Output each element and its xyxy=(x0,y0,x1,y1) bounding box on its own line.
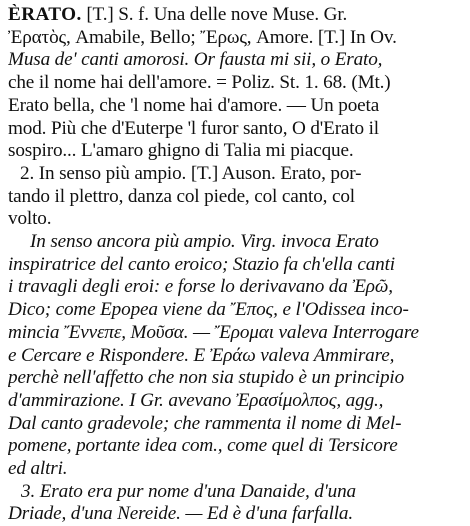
text-line: Driade, d'una Nereide. — Ed è d'una farfalla. xyxy=(8,503,354,525)
text-line: Dal canto gradevole; che rammenta il nome di Mel- xyxy=(8,412,402,434)
text-line: Dico; come Epopea viene da Ἔπος, e l'Odissea inco- xyxy=(8,299,409,321)
text-line: mincia Ἔννεπε, Μοῦσα. — Ἔρομαι valeva Interrogare xyxy=(8,321,419,343)
text-line: Erato bella, che 'l nome hai d'amore. — Un poeta xyxy=(8,94,380,116)
text-line: d'ammirazione. I Gr. avevano Ἐρασίμολπος, agg., xyxy=(8,389,384,411)
text-line: In senso ancora più ampio. Virg. invoca Erato xyxy=(30,231,379,253)
text-line: e Cercare e Rispondere. E Ἐράω valeva Ammirare, xyxy=(8,344,395,366)
entry-sense-2 xyxy=(8,163,462,231)
text-line: sospiro... L'amaro ghigno di Talia mi piacque. xyxy=(8,140,354,162)
entry-commentary xyxy=(8,231,462,481)
entry-definition-1 xyxy=(8,4,462,163)
text-line: 3. Erato era pur nome d'una Danaide, d'una xyxy=(21,480,356,502)
text-line: Musa de' canti amorosi. Or fausta mi sii, o Erato, xyxy=(8,49,383,71)
text-line: mod. Più che d'Euterpe 'l furor santo, O d'Erato il xyxy=(8,117,379,139)
text-line: Ἐρατὸς, Amabile, Bello; Ἔρως, Amore. [T.] In Ov. xyxy=(8,26,397,48)
text-line: ed altri. xyxy=(8,458,68,480)
text-line: i travagli degli eroi: e forse lo derivavano da Ἐρῶ, xyxy=(8,276,393,298)
text-line: ÈRATO. [T.] S. f. Una delle nove Muse. Gr. xyxy=(8,4,348,25)
text-line: volto. xyxy=(8,208,52,230)
text-line: perchè nell'affetto che non sia stupido è un principio xyxy=(8,367,405,389)
text-line: inspiratrice del canto eroico; Stazio fa ch'ella canti xyxy=(8,253,395,275)
text-line: che il nome hai dell'amore. = Poliz. St. 1. 68. (Mt.) xyxy=(8,72,391,94)
headword: ÈRATO. xyxy=(8,4,82,25)
entry-sense-3 xyxy=(8,481,462,526)
text-line: 2. In senso più ampio. [T.] Auson. Erato, por- xyxy=(20,162,362,184)
text-line: tando il plettro, danza col piede, col canto, col xyxy=(8,185,355,207)
text-line: pomene, portante idea com., come quel di Tersicore xyxy=(8,435,398,457)
